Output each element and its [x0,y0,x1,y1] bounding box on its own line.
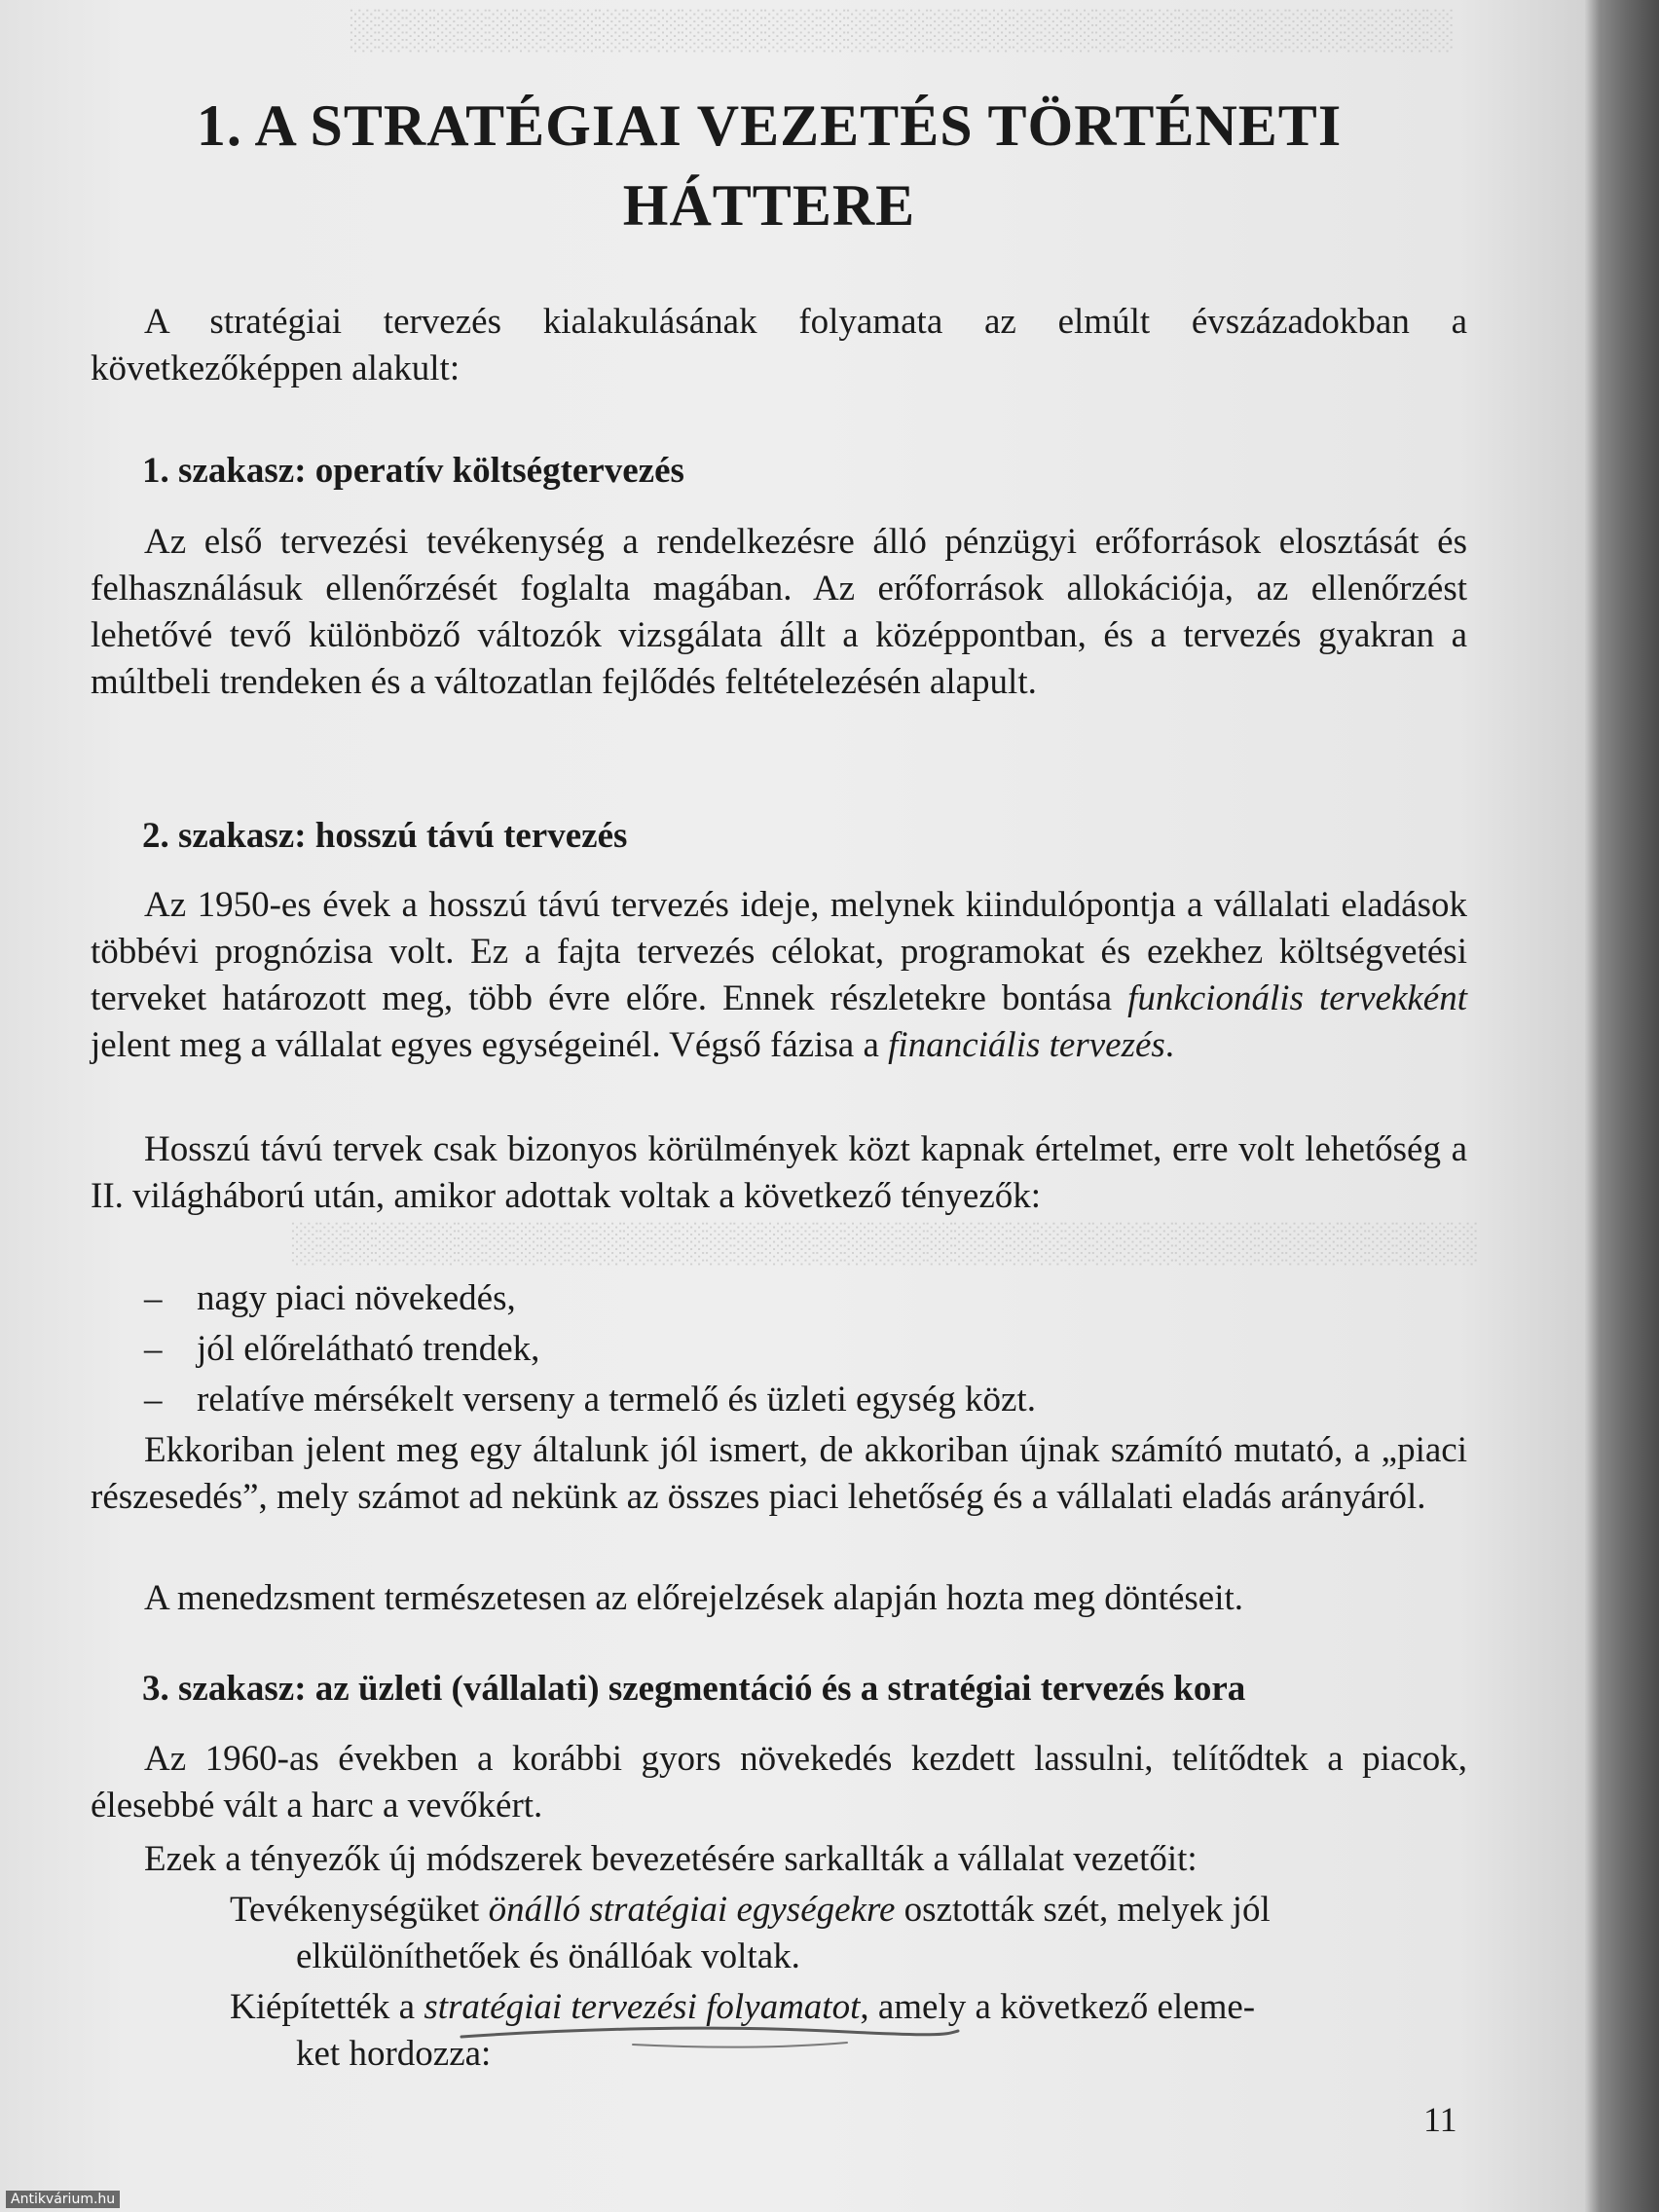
section-3-paragraph-1 [91,1736,1467,1829]
section-2-paragraph-1 [91,882,1467,1069]
section-2-paragraph-4-text: A menedzsment természetesen az előrejelzések alapján hozta meg döntéseit. [144,1578,1244,1618]
section-3-paragraph-1-text: Az 1960-as években a korábbi gyors növekedés kezdett lassulni, telítődtek a piacok, élesebbé vált a harc a vevőkért. [91,1739,1467,1825]
dash-marker: – [144,1380,163,1419]
text-run: osztották szét, melyek jól [895,1890,1271,1930]
section-2-paragraph-3-text: Ekkoriban jelent meg egy általunk jól ismert, de akkoriban újnak számító mutató, a „piaci részesedés”, mely számot ad nekünk az összes piaci lehetőség és a vállalati eladás arányáról. [91,1430,1467,1517]
chapter-title-line-2: HÁTTERE [622,173,916,238]
section-1-text: Az első tervezési tevékenység a rendelkezésre álló pénzügyi erőforrások elosztását és felhasználásuk ellenőrzését foglalta magában. Az erőforrások allokációja, az ellenőrzést lehetővé tevő különböző változók vizsgálata állt a középpontban, és a tervezés gyakran a múltbeli trendeken és a változatlan fejlődés feltételezésén alapult. [91,522,1467,702]
section-1-paragraph [91,519,1467,706]
section-3-paragraph-2-text: Ezek a tényezők új módszerek bevezetésére sarkallták a vállalat vezetőit: [144,1839,1198,1879]
list-item [144,1275,516,1322]
book-binding-edge [1585,0,1659,2212]
text-run: . [1164,1025,1175,1065]
text-run: jelent meg a vállalat egyes egységeinél. Végső fázisa a [91,1025,889,1065]
text-run: Kiépítették a [230,1987,424,2027]
show-through-texture: ░░░░░░░░░░░░░░░░░░░░░░░░░░░░░░░░░░░░░░░░░░░ [292,1220,1479,1264]
text-run: ket hordozza: [296,2034,492,2074]
italic-term: funkcionális tervekként [1127,978,1467,1018]
section-2-paragraph-4 [91,1575,1467,1622]
intro-paragraph [91,299,1467,392]
page-number: 11 [1423,2100,1457,2139]
list-item-text: relatíve mérsékelt verseny a termelő és üzleti egység közt. [197,1380,1036,1419]
list-item [144,1326,539,1373]
watermark: Antikvárium.hu [6,2191,120,2208]
section-3-item-1 [230,1887,1466,1980]
text-run: Az 1950-es évek a hosszú távú tervezés ideje, melynek kiindulópontja a vállalati eladások többévi prognózisa volt. Ez a fajta tervezés célokat, programokat és ezekhez költségvetési terveket határozott meg, több évre előre. Ennek részletekre bontása [91,885,1467,1018]
dash-marker: – [144,1329,163,1369]
show-through-texture: ░░░░░░░░░░░░░░░░░░░░░░░░░░░░░░░░░░░░░░░░ [350,7,1455,51]
italic-term: önálló stratégiai egységekre [488,1890,896,1930]
section-2-paragraph-3 [91,1427,1467,1521]
text-run: Tevékenységüket [230,1890,489,1930]
section-2-paragraph-2-text: Hosszú távú tervek csak bizonyos körülmények közt kapnak értelmet, erre volt lehetőség a II. világháború után, amikor adottak voltak a következő tényezők: [91,1129,1467,1216]
section-2-heading: 2. szakasz: hosszú távú tervezés [142,816,628,856]
list-item-text: nagy piaci növekedés, [197,1278,516,1318]
dash-marker: – [144,1278,163,1318]
list-item-text: jól előrelátható trendek, [197,1329,540,1369]
chapter-title [0,86,1538,245]
section-1-heading: 1. szakasz: operatív költségtervezés [142,451,684,491]
chapter-title-line-1: 1. A STRATÉGIAI VEZETÉS TÖRTÉNETI [196,93,1343,158]
text-run: , amely a következő eleme- [860,1987,1256,2027]
text-run: elkülöníthetőek és önállóak voltak. [296,1936,800,1976]
list-item [144,1377,1036,1423]
italic-term: financiális tervezés [888,1025,1165,1065]
section-3-heading: 3. szakasz: az üzleti (vállalati) szegmentáció és a stratégiai tervezés kora [142,1669,1246,1709]
section-3-paragraph-2 [91,1836,1467,1883]
italic-term: stratégiai tervezési folyamatot [424,1987,861,2027]
section-2-paragraph-2 [91,1126,1467,1220]
intro-text: A stratégiai tervezés kialakulásának folyamata az elmúlt évszázadokban a következőképpen alakult: [91,302,1467,388]
pencil-underline-mark [458,2023,964,2056]
